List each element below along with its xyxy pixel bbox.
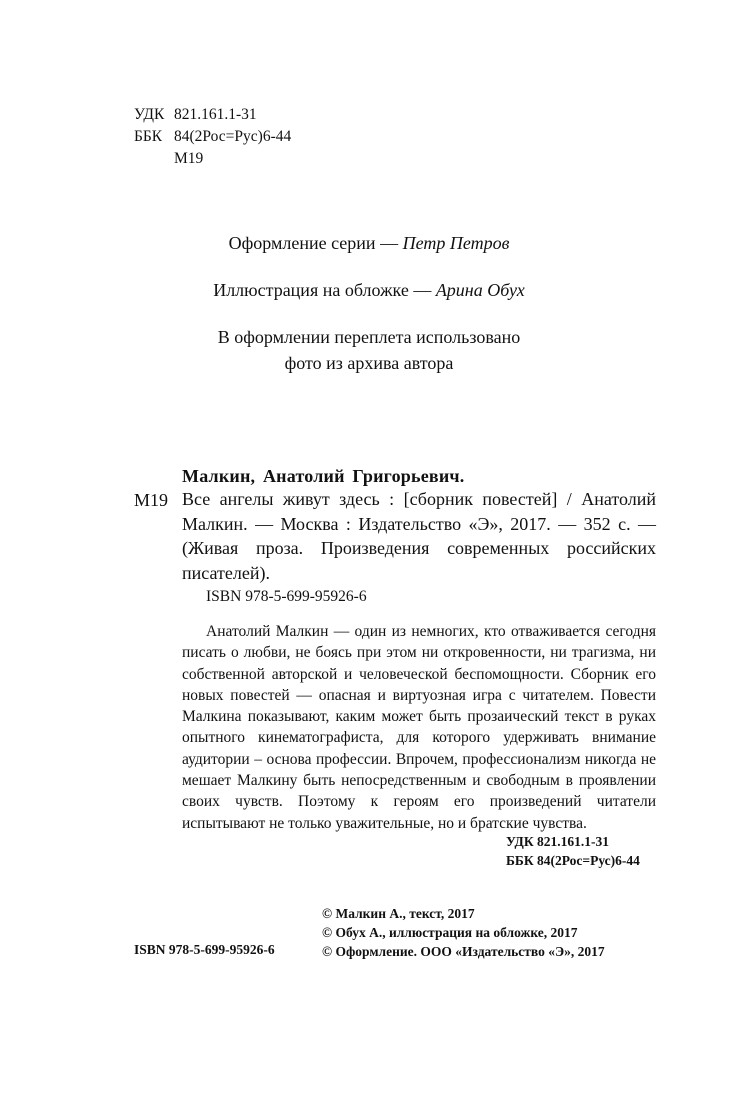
- binding-photo-credit: [0, 324, 738, 376]
- copyright-block: [322, 904, 605, 961]
- udk-label: УДК: [134, 106, 165, 123]
- series-design-label: Оформление серии —: [228, 233, 403, 253]
- classification-block: [134, 104, 291, 170]
- annotation-udk: УДК 821.161.1-31: [506, 834, 609, 849]
- bbk-label: ББК: [134, 128, 163, 145]
- binding-credit-line-1: В оформлении переплета использовано: [217, 327, 521, 347]
- udk-value: 821.161.1-31: [174, 106, 257, 123]
- annotation-text: Анатолий Малкин — один из немногих, кто отваживается сегодня писать о любви, не боясь при этом ни откровенности, ни трагизма, ни собственной авторской и человеческой беспомощности. Сборник его новых повестей — опасная и виртуозная игра с читателем. Повести Малкина показывают, каким может быть прозаический текст в руках опытного кинематографиста, для которого удерживать внимание аудитории – основа профессии. Впрочем, профессионализм никогда не мешает Малкину быть непосредственным и свободным в проявлении своих чувств. Поэтому к героям его произведений читатели испытывают не только уважительные, но и братские чувства.: [182, 623, 656, 832]
- annotation-codes: [506, 832, 640, 870]
- record-cipher: М19: [134, 490, 169, 510]
- bbk-line: [134, 126, 291, 148]
- cover-illustration-label: Иллюстрация на обложке —: [213, 280, 436, 300]
- copyright-isbn: ISBN 978-5-699-95926-6: [134, 942, 275, 957]
- series-design-credit: [0, 230, 738, 256]
- copyright-illustration: © Обух А., иллюстрация на обложке, 2017: [322, 925, 578, 940]
- series-designer-name: Петр Петров: [402, 233, 510, 253]
- udk-line: [134, 104, 291, 126]
- record-description: Все ангелы живут здесь : [сборник повестей] / Анатолий Малкин. — Москва : Издательство «Э», 2017. — 352 с. — (Живая проза. Произведения современных российских писателей).: [182, 489, 656, 583]
- record-author: Малкин, Анатолий Григорьевич.: [182, 466, 465, 486]
- annotation-bbk: ББК 84(2Рос=Рус)6-44: [506, 853, 640, 868]
- author-mark: М19: [174, 150, 204, 167]
- cover-illustration-credit: [0, 277, 738, 303]
- copyright-design: © Оформление. ООО «Издательство «Э», 2017: [322, 944, 605, 959]
- binding-credit-line-2: фото из архива автора: [284, 353, 454, 373]
- copyright-text: © Малкин А., текст, 2017: [322, 906, 475, 921]
- bbk-value: 84(2Рос=Рус)6-44: [174, 128, 292, 145]
- cover-illustrator-name: Арина Обух: [435, 280, 525, 300]
- record-isbn: ISBN 978-5-699-95926-6: [206, 588, 367, 605]
